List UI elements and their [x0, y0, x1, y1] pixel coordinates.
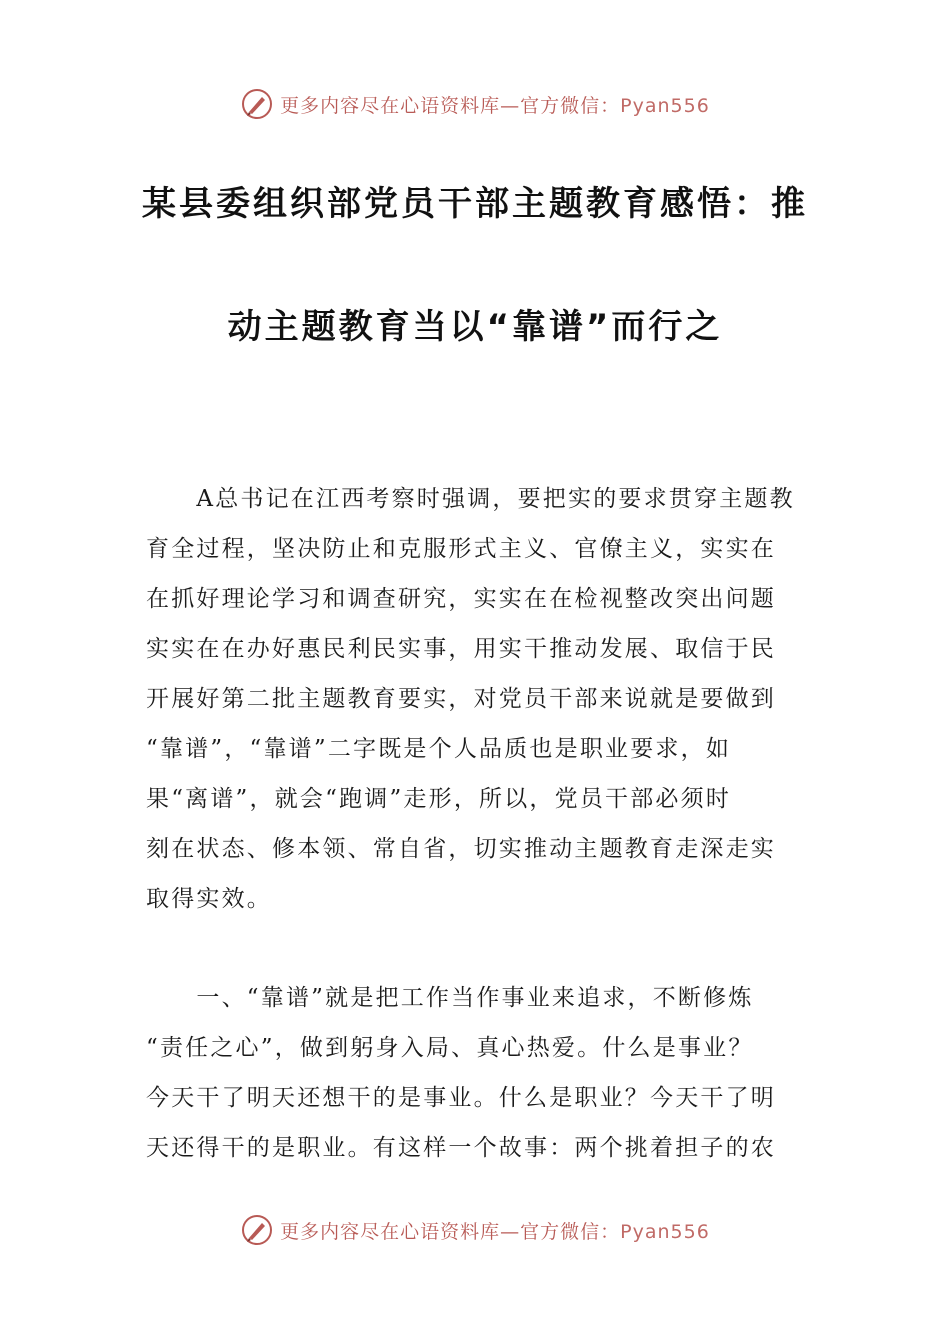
- header-watermark: [0, 84, 950, 124]
- paragraph-line: 取得实效。: [146, 886, 272, 912]
- paragraph-line: 果“离谱”，就会“跑调”走形，所以，党员干部必须时: [146, 786, 732, 812]
- paragraph-line: 在抓好理论学习和调查研究，实实在在检视整改突出问题: [146, 586, 776, 612]
- pen-logo-icon: [240, 87, 274, 121]
- paragraph-intro: [146, 474, 808, 924]
- watermark-wechat-id: Pyan556: [620, 94, 710, 117]
- watermark-wechat-id: Pyan556: [620, 1220, 710, 1243]
- paragraph-line: 一、“靠谱”就是把工作当作事业来追求，不断修炼: [146, 985, 754, 1011]
- paragraph-line: 育全过程，坚决防止和克服形式主义、官僚主义，实实在: [146, 536, 776, 562]
- paragraph-line: 刻在状态、修本领、常自省，切实推动主题教育走深走实: [146, 836, 776, 862]
- watermark-text-cn: 更多内容尽在心语资料库—官方微信：: [280, 94, 621, 117]
- pen-logo-icon: [240, 1213, 274, 1247]
- watermark-text: [280, 1217, 710, 1244]
- paragraph-line: “责任之心”，做到躬身入局、真心热爱。什么是事业？: [146, 1035, 754, 1061]
- footer-watermark: [0, 1210, 950, 1250]
- document-title-line-1: 某县委组织部党员干部主题教育感悟：推: [142, 184, 808, 224]
- paragraph-line: A总书记在江西考察时强调，要把实的要求贯穿主题教: [146, 486, 795, 512]
- paragraph-line: “靠谱”，“靠谱”二字既是个人品质也是职业要求，如: [146, 736, 732, 762]
- paragraph-line: 今天干了明天还想干的是事业。什么是职业？今天干了明: [146, 1085, 776, 1111]
- paragraph-section-one: [146, 973, 808, 1173]
- document-title-line-2: 动主题教育当以“靠谱”而行之: [227, 307, 723, 347]
- watermark-text-cn: 更多内容尽在心语资料库—官方微信：: [280, 1220, 621, 1243]
- paragraph-line: 天还得干的是职业。有这样一个故事：两个挑着担子的农: [146, 1135, 776, 1161]
- paragraph-line: 开展好第二批主题教育要实，对党员干部来说就是要做到: [146, 686, 776, 712]
- watermark-text: [280, 91, 710, 118]
- paragraph-line: 实实在在办好惠民利民实事，用实干推动发展、取信于民: [146, 636, 776, 662]
